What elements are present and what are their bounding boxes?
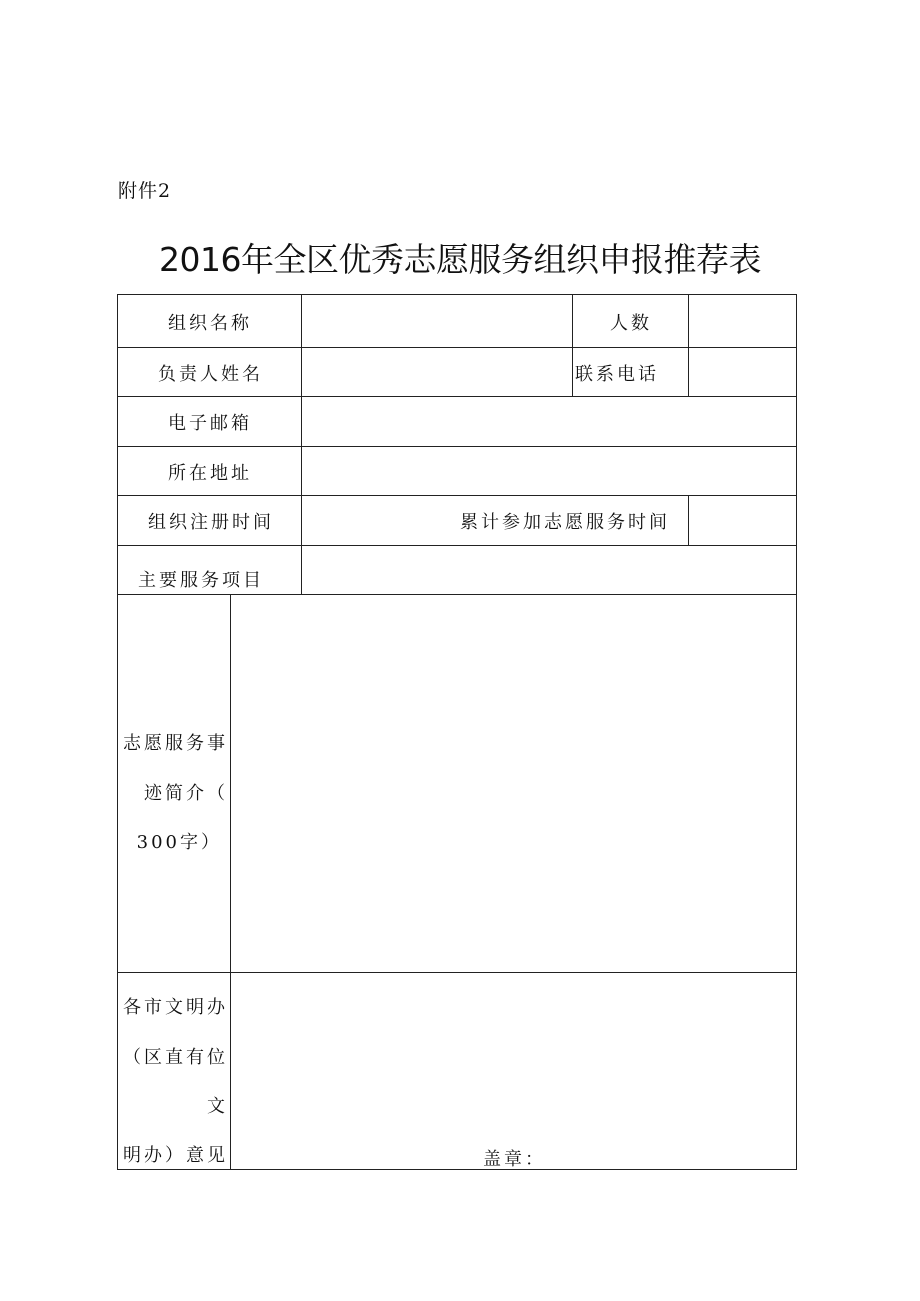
leader-name-field[interactable] bbox=[303, 349, 571, 395]
col-divider bbox=[572, 295, 573, 396]
total-service-time-label: 累计参加志愿服务时间 bbox=[460, 512, 670, 533]
page-title: 2016年全区优秀志愿服务组织申报推荐表 bbox=[159, 240, 761, 279]
opinion-label-line2: （区直有位 bbox=[123, 1047, 228, 1068]
people-count-label: 人数 bbox=[610, 313, 652, 334]
contact-phone-field[interactable] bbox=[690, 349, 794, 395]
stamp-label: 盖章： bbox=[483, 1149, 546, 1170]
opinion-label-line3: 文 bbox=[207, 1096, 228, 1117]
org-name-field[interactable] bbox=[303, 296, 571, 346]
deeds-label-line2: 迹简介（ bbox=[144, 783, 228, 804]
main-projects-field[interactable] bbox=[303, 547, 794, 593]
people-count-field[interactable] bbox=[690, 296, 794, 346]
application-form-table bbox=[117, 294, 797, 1170]
attachment-label: 附件2 bbox=[118, 180, 172, 202]
main-projects-label: 主要服务项目 bbox=[138, 570, 264, 591]
opinion-label-line1: 各市文明办 bbox=[123, 997, 228, 1018]
email-label: 电子邮箱 bbox=[168, 413, 252, 434]
leader-name-label: 负责人姓名 bbox=[158, 364, 263, 385]
opinion-field[interactable] bbox=[232, 974, 794, 1169]
deeds-field[interactable] bbox=[232, 596, 794, 971]
email-field[interactable] bbox=[303, 398, 794, 445]
address-label: 所在地址 bbox=[168, 463, 252, 484]
total-service-time-field[interactable] bbox=[690, 497, 794, 544]
address-field[interactable] bbox=[303, 448, 794, 494]
org-name-label: 组织名称 bbox=[168, 313, 252, 334]
deeds-label-line1: 志愿服务事 bbox=[123, 733, 228, 754]
register-time-label: 组织注册时间 bbox=[148, 512, 274, 533]
opinion-label-line4: 明办）意见 bbox=[123, 1145, 228, 1166]
deeds-label-line3: 300字） bbox=[136, 832, 222, 853]
contact-phone-label: 联系电话 bbox=[575, 364, 659, 385]
